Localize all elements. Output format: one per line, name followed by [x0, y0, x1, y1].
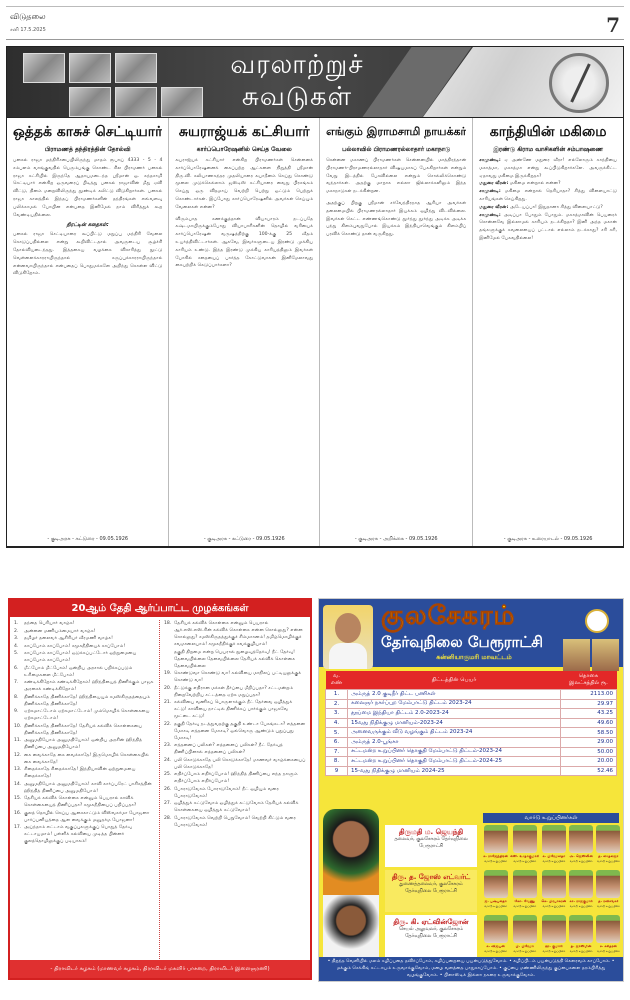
article-body: பனகல் ராஜா மந்திரிசபையிலிருந்து மாதம் ரூபாய் 4333 - 5 - 4 சம்பளம் வாங்குவதில் பெரும்பங்கு கொண்ட சில பிராமணர் பனகல் ராஜா கட்சியில் இருந்தே ஆதாயமடைந்த ஸ்ரீமான் ஓ. கந்தசாமி செட்டியார் என்கிற ஒருவரைப் பிடித்து பனகல் ராஜாவின் மீது ஏவி விட்டு, தினம் மறைவிலிருந்து தூண்டிக் கலிட்டு விடுகிறார்கள். பனகல் ராஜா காலத்தில் இந்தப் பிராமணர்களின் தந்திரங்கள் எவ்வளவு பலிக்காமல் போயின என்பதை இனிமேல் நாம் விரித்துக் கூற வேண்டியதில்லை.	[13, 158, 163, 218]
member-photo	[542, 870, 566, 898]
ward-members-grid	[483, 825, 621, 957]
member-name: ச. சசிதரன்	[599, 944, 617, 948]
ward-member-card	[541, 915, 566, 957]
member-role: வார்டு உறுப்பினர்	[569, 949, 593, 953]
row-serial: 9	[326, 766, 348, 776]
member-role: வார்டு உறுப்பினர்	[513, 904, 537, 908]
slogan-item	[14, 635, 156, 642]
member-role: வார்டு உறுப்பினர்	[542, 859, 566, 863]
slogan-item	[14, 737, 156, 751]
member-role: வார்டு உறுப்பினர்	[484, 904, 507, 908]
slogan-text: அனுமதியோம் அனுமதியோம்! காவி கார்ப்பரேட் பாசிசத்தின் ஹிந்தித் திணிப்பை அனுமதியோம்!	[24, 781, 152, 794]
slogan-text: மீட்போம் மீட்போம்! ஒன்றிய அரசால் பறிக்கப்படும் உரிமைகளை மீட்போம்!	[24, 665, 133, 678]
ward-member-card	[483, 915, 508, 957]
slogan-number: 1.	[14, 621, 19, 626]
slogan-number: 23.	[164, 743, 172, 748]
member-photo	[596, 825, 620, 853]
row-project-name: அம்ருத் 2.0 குடிநீர் திட்ட பணிகள்	[348, 690, 561, 700]
ward-member-card	[568, 915, 593, 957]
slogan-item	[14, 643, 156, 650]
article-body: அதற்குப் பிறகு ஸ்ரீமான் சர்வேந்திரநாத ஆரியா அவர்கள் தலைமையில் பிராமணரல்லாதார் இயக்கம் ஒழிந்து விடவில்லை. இவர்கள் கெட்ட எண்ணங்கொண்டு தூர்ந்து தூர்ந்து அடிக்க அடிக்க பந்து கிளம்புவதுபோல் இயக்கம் இந்தியாவெங்கும் கிளம்பிப் பரவிக் கொண்டு தான் வருகிறது.	[326, 200, 467, 238]
table-row	[326, 737, 617, 747]
member-photo	[596, 870, 620, 898]
slogan-text: தீட்டுக்கு எதிரான மக்கள் தீர்ப்பை மீறிப்பதா? சட்டமன்றம் நிறைவேற்றிய சட்டத்தை ஏற்க மறுப்பதா?	[174, 685, 294, 698]
slogan-text: அனுமதியோம் அனுமதியோம்! ஒன்றிய அரசின் ஹிந்தித் திணிப்பை அனுமதியோம்!	[24, 738, 143, 750]
slogan-text: தகுதி தேர்வு நடத்துவதற்கு தகுதி உண்டா பேசுங்கடா? எத்தனை மோசடி எத்தனை மோசடி? ஒவ்வொரு ஆண்டும் புதுப்புது மோசடி!	[174, 721, 306, 741]
slogans-footer: - திராவிடர் கழகம் (மாணவர் கழகம், திராவிடர் மகளிர் பாசறை, திராவிடர் இளைஞரணி)	[10, 960, 310, 978]
member-photo	[484, 825, 508, 853]
ward-member-card	[568, 870, 593, 912]
col-header-serial: வ. எண்	[330, 673, 343, 686]
row-amount: 29.00	[561, 737, 617, 747]
member-name: அ. ஜெஸ்லின்	[569, 854, 593, 858]
slogan-number: 12.	[14, 752, 22, 758]
slogan-number: 16.	[14, 810, 22, 816]
article-byline: - குடிஅரசு - கட்டுரை - 09.05.1926	[203, 536, 285, 542]
article-title: காந்தியின் மகிமை	[489, 124, 607, 140]
slogan-number: 15.	[14, 796, 22, 801]
member-photo	[513, 870, 537, 898]
member-role: வார்டு உறுப்பினர்	[569, 859, 593, 863]
slogan-text: பலி கொடுக்காதே பலி கொடுக்காதே! மாணவர் வாழ்க்கையைப் பலி கொடுக்காதே!	[174, 757, 306, 770]
ad-town-name: குலசேகரம்	[381, 601, 516, 631]
article-byline: - குடிஅரசு - அறிக்கை - 09.05.1926	[354, 536, 438, 542]
member-name: த. ஷைலஜா	[598, 854, 619, 858]
slogans-left-column	[14, 620, 160, 959]
dialogue-line: மதுரை வீரன்: மகிமை என்றால் என்ன?	[479, 181, 561, 187]
row-serial: 4.	[326, 718, 348, 728]
row-project-name: சட்டமன்ற உறுப்பினர் தொகுதி மேம்பாட்டு திட்டம்-2023-24	[348, 747, 561, 757]
slogan-item	[14, 665, 156, 679]
slogan-item	[14, 620, 156, 627]
slogan-item	[14, 723, 156, 737]
row-project-name: தூய்மை இந்தியா திட்டம் 2.0-2023-24	[348, 709, 561, 719]
article-byline: - குடிஅரசு - கட்டுரை - 09.05.1926	[47, 536, 129, 542]
member-role: வார்டு உறுப்பினர்	[569, 904, 593, 908]
slogan-text: ஏற்கமாட்டோம் ஏற்கமாட்டோம்! மும்மொழிக் கொள்கையை ஏற்கமாட்டோம்!	[24, 709, 150, 721]
slogan-text: அய்ந்தாம் எட்டாம் வகுப்புகளுக்குப் பொதுத் தேர்வு கட்டாயமாம்! பள்ளிக் கல்வியை முடித்த பின்னர் குலத்தொழிலுக்குப் படியாகம்!	[24, 825, 132, 844]
table-row	[326, 728, 617, 738]
slogan-number: 6.	[14, 665, 19, 671]
slogan-text: திணிக்காதே திணிக்காதே! ஹிந்தியையும் சமஸ்கிருதத்தையும் திணிக்காதே திணிக்காதே!	[24, 694, 150, 707]
photo-thumbnails	[23, 53, 213, 115]
member-photo	[569, 870, 593, 898]
member-photo	[513, 825, 537, 853]
slogan-item	[164, 815, 306, 829]
slogan-text: கண்டிக்கிறோம் கண்டிக்கிறோம்! ஹிந்தியைத் திணிக்கும் பாஜக அரசைக் கண்டிக்கிறோம்!	[24, 680, 154, 692]
member-role: வார்டு உறுப்பினர்	[597, 904, 620, 908]
slogan-item	[164, 742, 306, 756]
article-body: சென்னை மகாணப் பிராமணர்கள் சென்னையில் மாத்திரந்தான் பிராமணர்-பிராமணரல்லாதார் விஷயமாகப் பேசுகிறார்கள் என்றும் வேறு இடத்தில் பேசவில்லை என்றும் சொல்லிக்கொண்டு வந்தார்கள். அதற்கு மாறாக எல்லா ஜில்லாக்களிலும் இந்த மகாநாடுகள் நடக்கின்றன.	[326, 158, 467, 195]
slogan-number: 28.	[164, 815, 172, 821]
member-photo	[596, 915, 620, 943]
article-subtitle: பிராமணத் தந்திரத்தின் தோல்வி	[44, 146, 131, 153]
minister-photos	[563, 639, 619, 671]
dialogue-line: சாமுண்டி: ஏ அண்ணே மதுரை வீரா! எல்லோரும் காந்தியை மகாத்மா, மகாத்மா என்று கூப்பிடுகிறார்களே. அவருக்கிட்ட ஏதாவது மகிமை இருக்கிறதா?	[479, 158, 617, 179]
slogan-number	[164, 649, 174, 670]
row-serial: 1.	[326, 690, 348, 700]
ward-member-card	[510, 915, 539, 957]
slogan-number: 19.	[164, 671, 172, 676]
slogan-text: கை வைக்காதே கை வைக்காதே! இருமொழிக் கொள்கையில் கை வைக்காதே!	[24, 752, 149, 765]
ward-member-card	[510, 870, 539, 912]
slogan-text: ஒழித்துக் கட்டுவோம் ஒழித்துக் கட்டுவோம் தேசியக் கல்விக் கொள்கையை ஒழித்துக் கட்டுவோம்!	[174, 801, 299, 813]
slogan-text: அன்னை மணியம்மையார் வாழ்க!	[24, 628, 96, 634]
slogan-number: 4.	[14, 643, 19, 649]
table-row	[326, 690, 617, 700]
photo-thumbnail	[115, 53, 157, 83]
ward-member-card	[596, 870, 621, 912]
ad-district: கன்னியாகுமரி மாவட்டம்	[436, 653, 512, 661]
slogan-item	[14, 650, 156, 664]
member-photo	[484, 915, 508, 943]
article-body: சுயராஜ்யக் கட்சியார் என்கிற பிராமணர்கள் சென்னைக் கார்ப்பொரேஷனைக் கைப்பற்ற ஆட்களை நிறுத்தி ஸ்ரீமான் திரு.வி. கலியாணசுந்தர முதலியாரை சுயாதீனம் செய்து கொண்டு மூலை முடுக்கெல்லாம் ஜஸ்டிஸ் கட்சியாரை வைது பிரசங்கம் செய்து ஒரு விதமாய் வெற்றி பெற்று ஓட்டும் பெற்றுக் கொண்டார்கள். இப்போது கார்ப்பொரேஷனில் அவர்கள் செய்யும் வேலைகள் என்ன?	[175, 158, 314, 210]
row-project-name: சட்டமன்ற உறுப்பினர் தொகுதி மேம்பாட்டு திட்டம்-2024-25	[348, 757, 561, 767]
row-project-name: 15வது நிதிக்குழு மானியம்-2023-24	[348, 718, 561, 728]
slogan-number: 14.	[14, 781, 22, 787]
official-card: திரு. த. ஜோஸ் எட்வர்ட் துணைத்தலைவர், குலசேகரம் தேர்வுநிலை பேரூராட்சி	[385, 870, 477, 912]
slogan-number: 8.	[14, 694, 19, 700]
member-name: கோ. வேணு	[514, 899, 535, 903]
photo-thumbnail	[23, 53, 65, 83]
member-role: வார்டு உறுப்பினர்	[542, 949, 566, 953]
dialogue-line: சாமுண்டி: மகிமை என்றால் தெரியாதா? சித்து விளையாட்டு காரியங்கள் செய்கிறது.	[479, 189, 617, 202]
slogan-item	[164, 800, 306, 814]
ward-member-card	[541, 825, 566, 867]
compass-icon	[549, 53, 609, 113]
chief-minister-photo	[323, 605, 373, 669]
slogan-text: தமிழர் தலைவர் ஆசிரியர் வீரமணி வாழ்க!	[24, 636, 114, 641]
col-header-amount: தொகை இலட்சத்தில் ரூ.	[569, 673, 608, 686]
slogan-text: தேசியக் கல்விக் கொள்கை என்னும் பெயரால் காவிக் கொள்கையைத் திணிப்பதா? சமூகநீதியைப் பறிப்பதா?	[24, 796, 137, 808]
ward-members-title: வார்டு உறுப்பினர்கள்	[483, 813, 619, 823]
slogan-text: தந்தை பெரியார் வாழ்க!	[24, 621, 75, 626]
slogan-item	[14, 810, 156, 824]
slogan-number: 10.	[14, 723, 22, 729]
ward-member-card	[510, 825, 539, 867]
slogan-number: 20.	[164, 685, 172, 691]
slogan-item	[14, 679, 156, 693]
table-row	[326, 747, 617, 757]
row-amount: 52.46	[561, 766, 617, 776]
slogan-number: 9.	[14, 709, 19, 714]
section-title: வரலாற்றுச் சுவடுகள்	[230, 50, 364, 112]
slogan-text: எத்தனைப் பலிகள்? எத்தனைப் பலிகள்? நீட் தேர்வுத் திணிப்பினால் எத்தனைப் பலிகள்?	[174, 743, 283, 755]
photo-thumbnail	[69, 87, 111, 117]
articles-section	[6, 118, 624, 548]
slogan-item	[164, 771, 306, 785]
member-role: வார்டு உறுப்பினர்	[484, 949, 507, 953]
row-project-name: 15-வது நிதிக்குழு மானியம் 2024-25	[348, 766, 561, 776]
member-photo	[569, 825, 593, 853]
slogan-number: 22.	[164, 721, 172, 727]
slogan-number: 13.	[14, 767, 22, 772]
dialogue-line: மதுரை வீரன்: அடேயப்பா! இதுதானா சித்து விளையாட்டு?	[479, 204, 603, 210]
member-name: க. ராஜேந்திரன்	[483, 854, 509, 858]
table-row	[326, 699, 617, 709]
slogan-item	[14, 694, 156, 708]
slogan-item	[14, 795, 156, 809]
slogan-item	[14, 752, 156, 766]
article-subtitle: பல்லாவில் பிராமணரல்லாதார் மகாநாடு	[342, 146, 451, 153]
article-ramasamy-naicker	[320, 118, 473, 546]
member-photo	[542, 825, 566, 853]
slogan-number: 25.	[164, 772, 172, 777]
official-card: திருமதி ம. ஜெயந்தி தலைவர், குலசேகரம் தேர்வுநிலை பேரூராட்சி	[385, 825, 477, 867]
ward-member-card	[596, 825, 621, 867]
article-gandhi-mahimai	[473, 118, 623, 546]
member-role: வார்டு உறுப்பினர்	[597, 859, 620, 863]
article-byline: - குடிஅரசு - உரையாடல் - 09.05.1926	[503, 536, 593, 542]
row-amount: 49.60	[561, 718, 617, 728]
member-photo	[542, 915, 566, 943]
slogan-number: 26.	[164, 786, 172, 792]
slogan-text: போராடுவோம் போராடுவோம்! நீட் ஒழியும் வரை போராடுவோம்!	[174, 786, 279, 799]
issue-date: சனி 17.5.2025	[10, 27, 46, 33]
article-otha-kasu-chettiyar	[7, 118, 169, 546]
slogan-number: 7.	[14, 680, 19, 685]
article-subtitle: கார்ப்பொரேஷனில் செய்த வேலை	[196, 146, 292, 153]
article-subtitle: இரண்டு கிராம வாசிகளின் சம்பாஷணை	[493, 146, 604, 153]
table-row	[326, 766, 617, 776]
slogan-text: காப்போம் காப்போம்! ஒடுக்கப்பட்டோர் ஒற்றுமையை காப்போம் காப்போம்!	[24, 651, 137, 663]
member-role: வார்டு உறுப்பினர்	[542, 904, 566, 908]
section-banner	[6, 46, 624, 118]
slogan-number: 24.	[164, 757, 172, 763]
ward-member-card	[568, 825, 593, 867]
member-name: த. ரவிசங்கர்	[598, 899, 619, 903]
row-amount: 29.97	[561, 699, 617, 709]
row-amount: 50.00	[561, 747, 617, 757]
row-serial: 2.	[326, 699, 348, 709]
article-body: பனகல் ராஜா செட்டியாரை கூப்பிட்டு மறுப்பு மந்திரி வேலை கொடுப்பதில்லை என்று கூறிவிட்டதால் அவருடைய சூழ்ச்சி தோல்வியடைந்தது. இத்தகைய வழக்கை விசாரித்து நூட்டு வெள்ளைக்காரராயிருந்தால் கருப்புக்காரராயிருந்தால் என்னவாயிருந்தால் என்பதைப் பொதுமக்களே அறிந்து கொள்ள விட்டு விடுகிறோம்.	[13, 232, 163, 277]
slogan-number: 21.	[164, 700, 172, 705]
member-name: கெ. பிரபாகரன்	[541, 899, 567, 903]
masthead	[6, 6, 624, 40]
member-role: வார்டு உறுப்பினர்	[597, 949, 620, 953]
photo-thumbnail	[69, 53, 111, 83]
slogan-number: 3.	[14, 636, 19, 641]
member-photo	[484, 870, 508, 898]
row-amount: 2113.00	[561, 690, 617, 700]
slogan-number: 18.	[164, 621, 172, 626]
slogan-text: காப்போம் காப்போம்! சமூகநீதியைக் காப்போம்!	[24, 643, 126, 649]
row-project-name: கலைஞர் நகர்ப்புற மேம்பாட்டு திட்டம் 2023-24	[348, 699, 561, 709]
ward-member-card	[596, 915, 621, 957]
government-seal-icon	[585, 609, 609, 633]
kulasekaram-advertisement	[318, 598, 624, 982]
row-serial: 7.	[326, 747, 348, 757]
member-name: எஸ். உஷாகுமாரி	[510, 854, 540, 858]
ward-member-card	[483, 870, 508, 912]
row-serial: 8.	[326, 757, 348, 767]
protest-slogans-box	[8, 598, 312, 980]
row-project-name: அனைவருக்கும் வீடு வழங்கும் திட்டம் 2023-24	[348, 728, 561, 738]
slogans-right-column	[160, 620, 306, 959]
member-name: த. ஜாஸ்மின்	[570, 944, 592, 948]
ward-member-card	[541, 870, 566, 912]
slogan-item	[14, 824, 156, 845]
slogan-item	[164, 670, 306, 684]
slogan-item	[14, 628, 156, 635]
table-row	[326, 718, 617, 728]
row-amount: 43.25	[561, 709, 617, 719]
slogan-item	[14, 766, 156, 780]
official-card: திரு. கி. ஏட்வின்ஜோன் செயல் அலுவலர், குலசேகரம் தேர்வுநிலை பேரூராட்சி	[385, 915, 477, 957]
member-name: பி. பிரேமா	[515, 944, 534, 948]
row-amount: 20.00	[561, 757, 617, 767]
slogan-item	[164, 685, 306, 699]
member-role: வார்டு உறுப்பினர்	[484, 859, 507, 863]
row-amount: 58.50	[561, 728, 617, 738]
member-name: கா. ராஜகுமார்	[569, 899, 593, 903]
col-header-project: திட்டத்தின் பெயர்	[431, 676, 477, 683]
member-name: க. பிரேமலதா	[542, 854, 566, 858]
slogan-item	[164, 757, 306, 771]
slogan-item	[164, 620, 306, 648]
slogan-text: எதிர்ப்போம் எதிர்ப்போம்! ஹிந்தித் திணிப்பை எந்த நாளும் எதிர்ப்போம் எதிர்ப்போம்!	[174, 772, 298, 784]
slogan-text: தகுதி திறமை என்ற பெயரால் நுழைவுத்தேர்வு! நீட் தேர்வு! தேவையில்லை தேவையில்லை தேசியக் கல்விக் கொள்கை தேவையில்லை	[174, 649, 296, 669]
slogan-item	[164, 649, 306, 670]
slogan-number: 11.	[14, 738, 22, 743]
slogan-item	[164, 786, 306, 800]
slogan-number: 2.	[14, 628, 19, 634]
table-row	[326, 709, 617, 719]
slogan-text: தேசியக் கல்விக் கொள்கை என்னும் பெயரால் ஆர்.எஸ்.எஸ்.சின் கல்விக் கொள்கை என்ன சொல்லுது? என்ன சொல்லுது? சமஸ்கிருதத்துக்குச் சிம்மாசனம்! தமிழ்மொழிக்குச் சவமாலையாம்! சமூகநீதிக்குச் சவக்குழியாம்!	[174, 621, 303, 647]
projects-table	[325, 671, 617, 776]
ad-body-name: தேர்வுநிலை பேரூராட்சி	[381, 633, 544, 651]
chairperson-photo	[323, 809, 379, 895]
newspaper-name: விடுதலை	[10, 12, 46, 21]
article-subheading: திரட்டின் கதைகள்:	[66, 222, 109, 229]
row-serial: 5.	[326, 728, 348, 738]
slogan-text: போராடுவோம் வெற்றி பெறுவோம்! வெற்றி கிட்டும் வரை போராடுவோம்!	[174, 815, 296, 828]
member-photo	[569, 915, 593, 943]
officials-list	[385, 825, 477, 959]
member-role: வார்டு உறுப்பினர்	[513, 859, 537, 863]
slogan-text: கல்வியை வணிகப் பொருளாக்கும் நீட் தேர்வை ஒழித்துக் கட்டு! காவியை நாட்டில் திணிக்கப் பார்க்கும் பாஜகவே மூட்டை கட்டு!	[174, 700, 293, 719]
member-photo	[513, 915, 537, 943]
slogan-item	[164, 721, 306, 742]
slogans-title: 20ஆம் தேதி ஆர்ப்பாட்ட முழக்கங்கள்	[10, 600, 310, 617]
member-name: க. விஜயன்	[486, 944, 505, 948]
vice-chairperson-photo	[323, 895, 379, 959]
member-name: ஜ. புஷ்பலதா	[484, 899, 507, 903]
table-row	[326, 757, 617, 767]
article-swarajya-party	[169, 118, 320, 546]
slogan-text: திணிக்காதே திணிக்காதே! தேசியக் கல்விக் கொள்கையை திணிக்காதே திணிக்காதே!	[24, 723, 143, 736]
slogan-item	[14, 708, 156, 722]
slogan-text: சிதைக்காதே சிதைக்காதே! இந்தியாவின் ஒற்றுமையை சிதைக்காதே!	[24, 767, 136, 779]
member-name: ஹ. குமாரி	[545, 944, 563, 948]
row-project-name: அம்ருத் 2.0-பூங்கா	[348, 737, 561, 747]
slogan-number: 17.	[14, 825, 22, 830]
slogan-item	[164, 699, 306, 720]
article-title: சுயராஜ்யக் கட்சியார்	[178, 124, 310, 140]
slogan-item	[14, 781, 156, 795]
photo-thumbnail	[115, 87, 157, 117]
row-serial: 3.	[326, 709, 348, 719]
article-title: எங்கும் இராமசாமி நாயக்கர்	[326, 125, 467, 138]
slogan-number: 27.	[164, 801, 172, 806]
article-body: விரும்பாத கணக்குத்தான் வியாபாரம் நடப்பதே கஷ்டமாயிருக்கும்போது வியாபாரிகளின் தொழில் வரியைக் கார்ப்பொரேஷன் வருஷத்திற்கு 100-க்கு 25 வீதம் உயர்த்திவிட்டார்கள். ஆகவே, இவர்களுடைய இரண்டு முக்கிய காரியம் உண்டு. இந்த இரண்டு முக்கிய காரியத்திலும் இவர்கள் போகில் சதையைப் பார்த்த கோட்டுவாகன் இனிமேலாவது கைபற்றிக் கெடுப்பார்களா?	[175, 216, 314, 269]
page-number: 7	[606, 13, 620, 37]
article-title: ஒத்தக் காசுச் செட்டியார்	[13, 124, 163, 140]
slogan-number: 5.	[14, 651, 19, 656]
ad-footer-message: • திறந்த வெளியில் மலம் கழிப்பதை தவிர்ப்போம், கழிப்பறையை பயன்படுத்துவோம். • கழிப்பிடம் பயன்படுத்தி கௌரவம் காப்போம். • மக்கும் செக்கிங் கட்டாயம் உருவாக்குவோம், மழை வளத்தை பாதுகாப்போம். • குப்பை மண்ணிலிருந்து குப்பைகளை தரம்பிரித்து வழங்குவோம். • பிளாஸ்டிக் இல்லா நகரை உருவாக்குவோம்.	[319, 957, 623, 981]
slogan-text: கொண்டுவா கொண்டு வா! கல்வியை மாநிலப் பட்டியலுக்குக் கொண்டு வா!	[174, 671, 302, 683]
row-serial: 6.	[326, 737, 348, 747]
member-role: வார்டு உறுப்பினர்	[513, 949, 537, 953]
dialogue-line: சாமுண்டி: அடிப்பா போதும் போதும். மகாத்மாவின் பெயரைச் சொன்னவே இல்லாமல் காரியம் நடக்கிறதா? இனி அந்த மகான் தங்களுக்குக் கவலையைப் பட்டால் எல்லாம் நடக்காது? சரி சரி, இனிமேல் பேசுவதில்லை!	[479, 212, 617, 241]
ward-member-card	[483, 825, 508, 867]
slogan-text: குலத் தொழில் செய்ய ஆசைகாட்டும் விஸ்வகர்மா யோஜனா பார்ப்பனியத்தை ஆள வைக்கும் மனுதர்ம யோஜனா!	[24, 810, 150, 823]
